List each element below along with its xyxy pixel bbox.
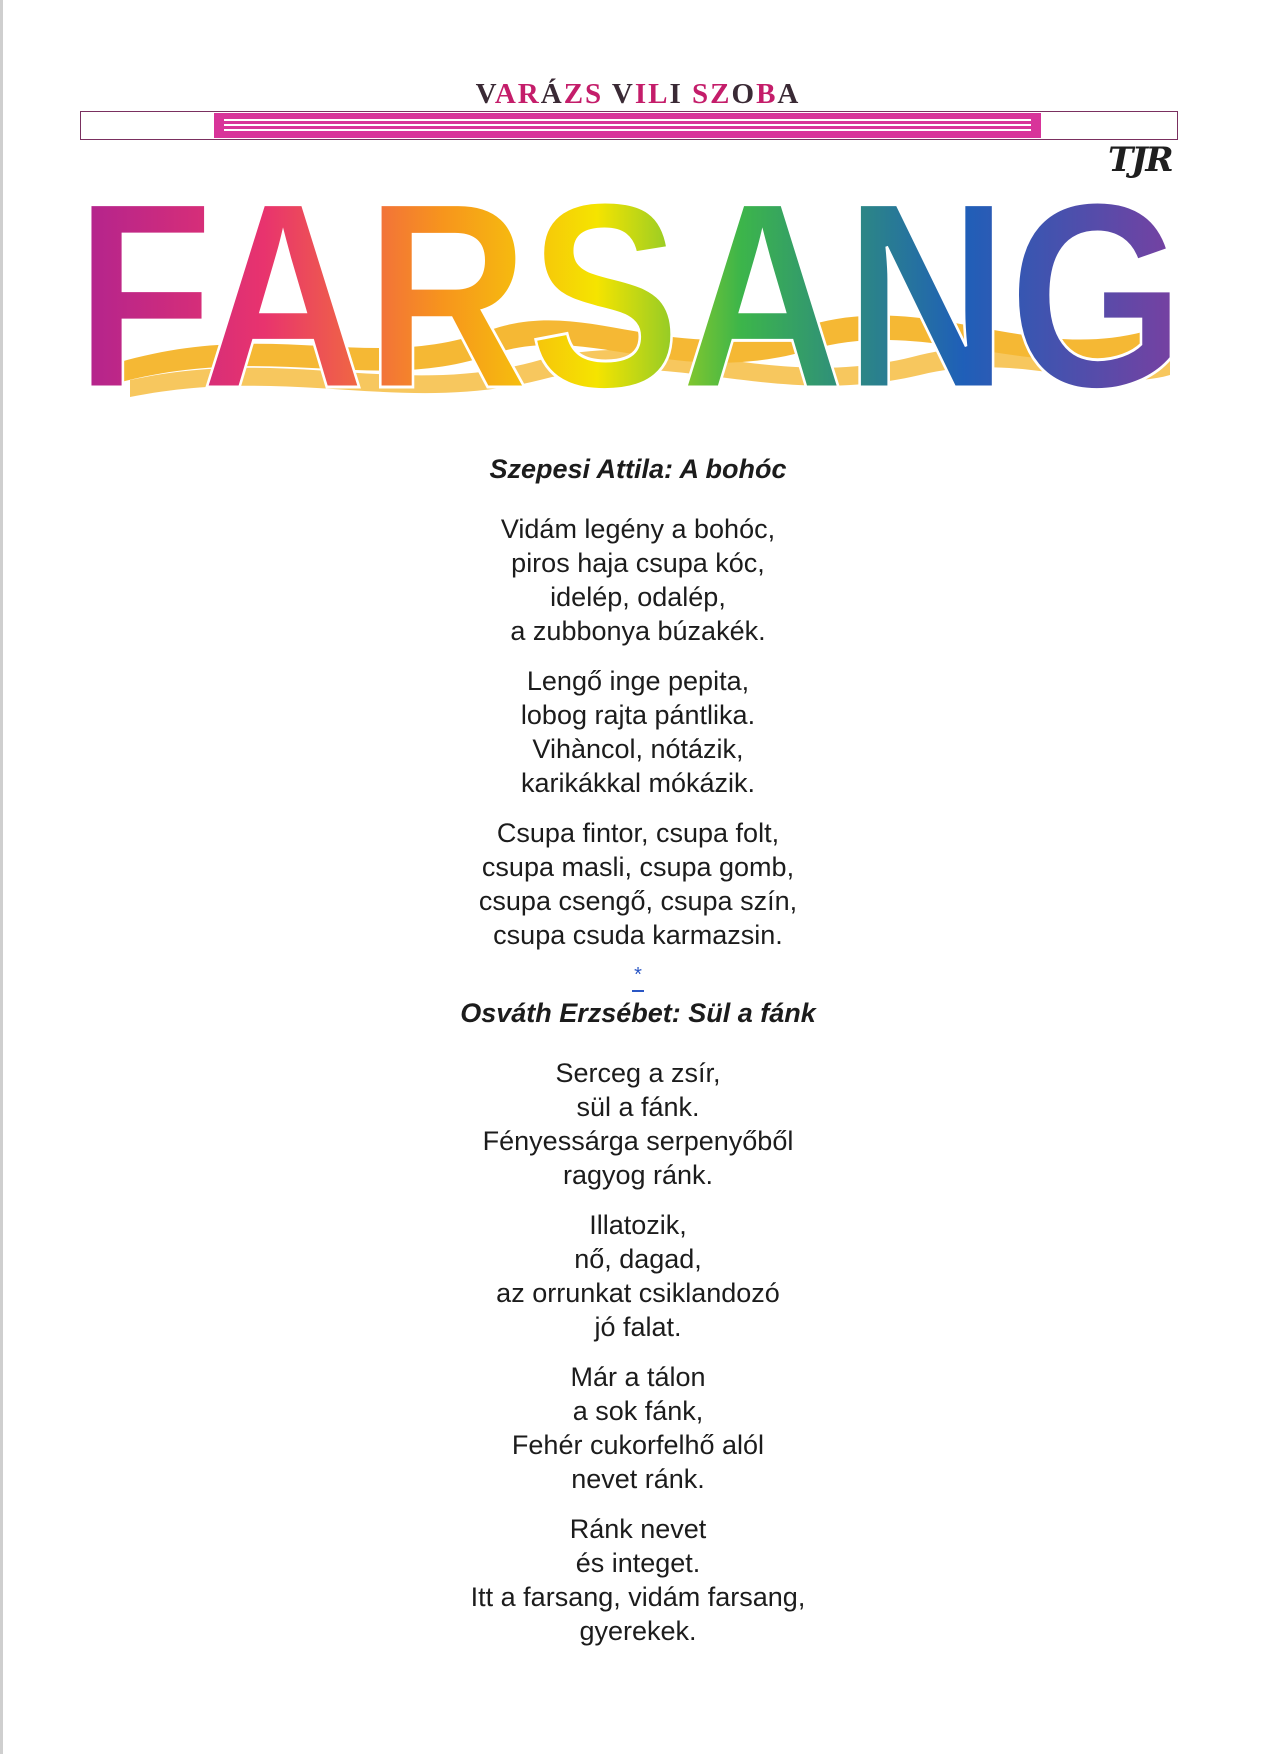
poem-line: Vidám legény a bohóc,	[500, 514, 776, 544]
poem-stanza	[300, 664, 976, 800]
poem-line: a zubbonya búzakék.	[510, 616, 766, 646]
poem-line: nevet ránk.	[571, 1464, 705, 1494]
header-title-segment: SZ	[692, 78, 732, 110]
banner-word: FARSANG	[75, 165, 1185, 400]
header-title-segment: A	[777, 78, 801, 110]
separator-star: *	[634, 964, 642, 986]
poem-line: Csupa fintor, csupa folt,	[496, 818, 780, 848]
poem-line: gyerekek.	[579, 1616, 697, 1646]
header-title-segment: B	[756, 78, 778, 110]
poem-line: csupa csuda karmazsin.	[493, 920, 783, 950]
poem-line: karikákkal mókázik.	[520, 768, 756, 798]
poems-container	[300, 452, 976, 1664]
poem-line: piros haja csupa kóc,	[511, 548, 765, 578]
poem-line: Serceg a zsír,	[555, 1058, 721, 1088]
separator-underline	[632, 990, 644, 992]
page-edge	[0, 0, 3, 1754]
poem-line: az orrunkat csiklandozó	[496, 1278, 780, 1308]
poem-title: Szepesi Attila: A bohóc	[489, 454, 787, 484]
poem-title: Osváth Erzsébet: Sül a fánk	[460, 998, 816, 1028]
poem-line: Már a tálon	[570, 1362, 706, 1392]
header-title-segment: AR	[494, 78, 541, 110]
poem-line: lobog rajta pántlika.	[520, 700, 756, 730]
header-title-segment: IL	[634, 78, 670, 110]
poem-line: jó falat.	[594, 1312, 682, 1342]
header-title-segment: ZS	[563, 78, 604, 110]
poem-line: nő, dagad,	[574, 1244, 702, 1274]
poem-line: Fehér cukorfelhő alól	[511, 1430, 765, 1460]
poem-line: ragyog ránk.	[562, 1160, 714, 1190]
farsang-banner	[70, 165, 1190, 400]
poem-line: csupa csengő, csupa szín,	[478, 886, 798, 916]
poem-separator	[300, 964, 976, 994]
header-bar	[80, 111, 1178, 140]
header-title-segment: I	[669, 78, 693, 110]
poem-line: Itt a farsang, vidám farsang,	[470, 1582, 806, 1612]
poem-line: Ránk nevet	[569, 1514, 707, 1544]
poem-line: sül a fánk.	[576, 1092, 700, 1122]
poem-line: Fényessárga serpenyőből	[482, 1126, 794, 1156]
farsang-banner-svg	[70, 165, 1190, 400]
poem-stanza	[300, 1360, 976, 1496]
poem-stanza	[300, 1208, 976, 1344]
poem-line: Illatozik,	[589, 1210, 687, 1240]
header-title-segment: O	[731, 78, 757, 110]
header-title-segment: Á	[540, 78, 564, 110]
header-title	[0, 78, 1276, 111]
poem-line: és integet.	[575, 1548, 701, 1578]
header-title-segment: V	[475, 78, 495, 110]
poem-stanza	[300, 1056, 976, 1192]
poem-line: idelép, odalép,	[550, 582, 726, 612]
poem-stanza	[300, 816, 976, 952]
poem-line: Lengő inge pepita,	[526, 666, 750, 696]
header-title-segment: V	[603, 78, 635, 110]
poem-line: csupa masli, csupa gomb,	[481, 852, 795, 882]
poem-stanza	[300, 1512, 976, 1648]
monogram: TJR	[1108, 140, 1172, 180]
poem-stanza	[300, 512, 976, 648]
poem-line: Vihàncol, nótázik,	[532, 734, 744, 764]
poem-line: a sok fánk,	[572, 1396, 704, 1426]
